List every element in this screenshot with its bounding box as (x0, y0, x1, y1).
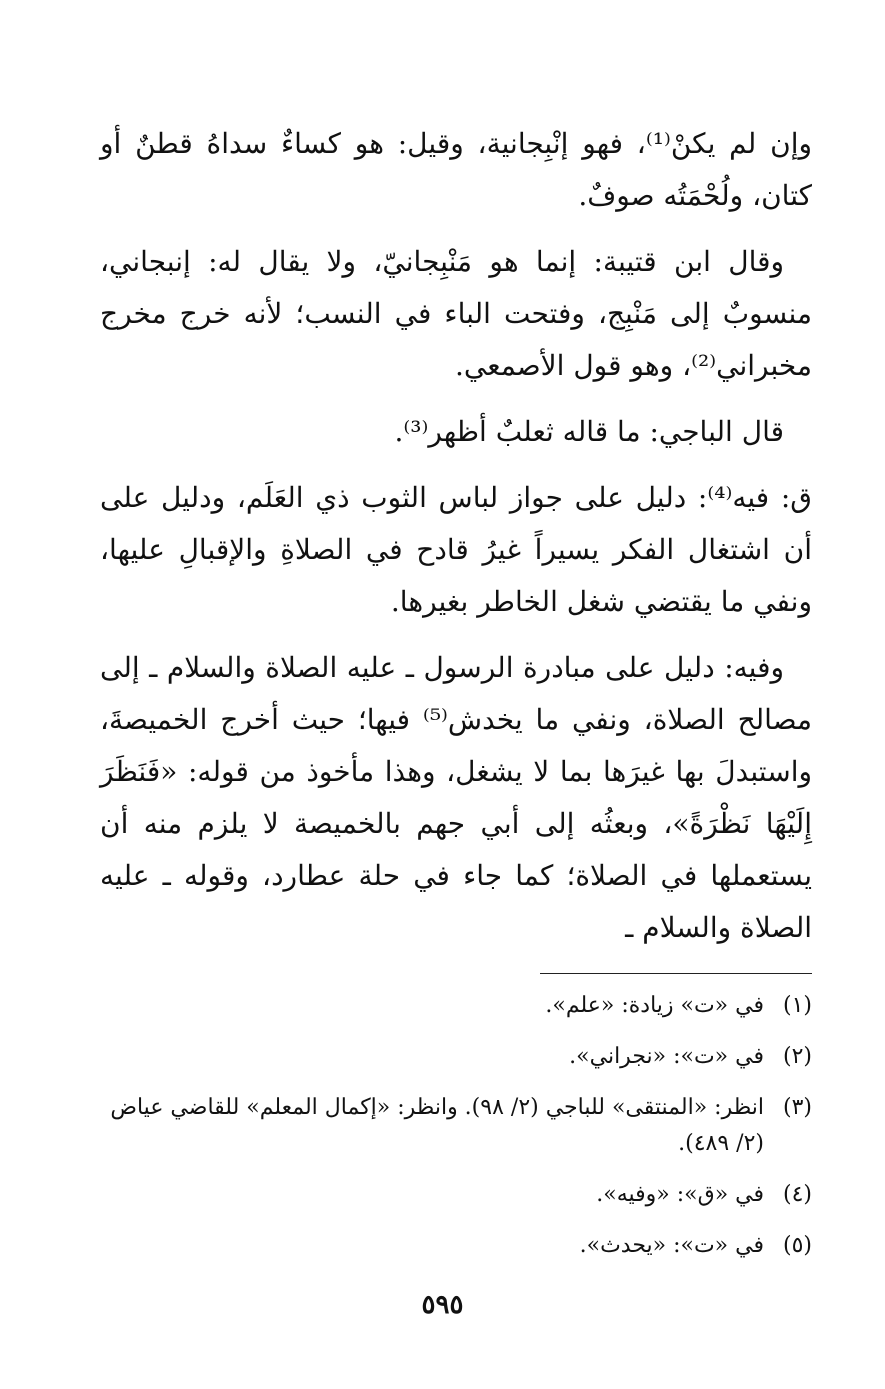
footnote-number: (٤) (782, 1182, 812, 1207)
paragraph-5: وفيه: دليل على مبادرة الرسول ـ عليه الصلاة والسلام ـ إلى مصالح الصلاة، ونفي ما يخدش⁽⁵⁾ فيها؛ حيث أخرج الخميصةَ، واستبدلَ بها غيرَها بما لا يشغل، وهذا مأخوذ من قوله: «فَنَظَرَ إِلَيْهَا نَظْرَةً»، وبعثُه إلى أبي جهم بالخميصة لا يلزم منه أن يستعملها في الصلاة؛ كما جاء في حلة عطارد، وقوله ـ عليه الصلاة والسلام ـ (100, 651, 813, 944)
footnote-text: في «ت» زيادة: «علم». (545, 993, 764, 1018)
footnote-2 (100, 1039, 812, 1075)
footnote-number: (٢) (782, 1044, 812, 1069)
footnotes (100, 988, 812, 1279)
footnote-text: في «ت»: «يحدث». (579, 1233, 764, 1258)
footnote-4 (100, 1177, 812, 1213)
paragraph-4: ق: فيه⁽⁴⁾: دليل على جواز لباس الثوب ذي العَلَم، ودليل على أن اشتغال الفكر يسيراً غيرُ قادح في الصلاةِ والإقبالِ عليها، ونفي ما يقتضي شغل الخاطر بغيرها. (100, 481, 812, 618)
footnote-text: في «ق»: «وفيه». (596, 1182, 764, 1207)
paragraph-2: وقال ابن قتيبة: إنما هو مَنْبِجانيّ، ولا يقال له: إنبجاني، منسوبٌ إلى مَنْبِج، وفتحت الباء في النسب؛ لأنه خرج مخرج مخبراني⁽²⁾، وهو قول الأصمعي. (100, 245, 812, 382)
footnote-text: انظر: «المنتقى» للباجي (٢/ ٩٨). وانظر: «إكمال المعلم» للقاضي عياض (٢/ ٤٨٩). (110, 1095, 764, 1156)
paragraph-3: قال الباجي: ما قاله ثعلبٌ أظهر⁽³⁾. (394, 415, 784, 448)
footnote-5 (100, 1228, 812, 1264)
footnote-3 (100, 1090, 812, 1162)
footnote-1 (100, 988, 812, 1024)
footnote-text: في «ت»: «نجراني». (569, 1044, 764, 1069)
footnote-divider (540, 973, 812, 974)
footnote-number: (٣) (782, 1095, 812, 1120)
page-number: ٥٩٥ (421, 1290, 464, 1320)
footnote-number: (٥) (782, 1233, 812, 1258)
footnote-number: (١) (782, 993, 812, 1018)
main-text (100, 118, 812, 968)
paragraph-1: وإن لم يكنْ⁽¹⁾، فهو إنْبِجانية، وقيل: هو كساءٌ سداهُ قطنٌ أو كتان، ولُحْمَتُه صوفٌ. (100, 127, 812, 212)
